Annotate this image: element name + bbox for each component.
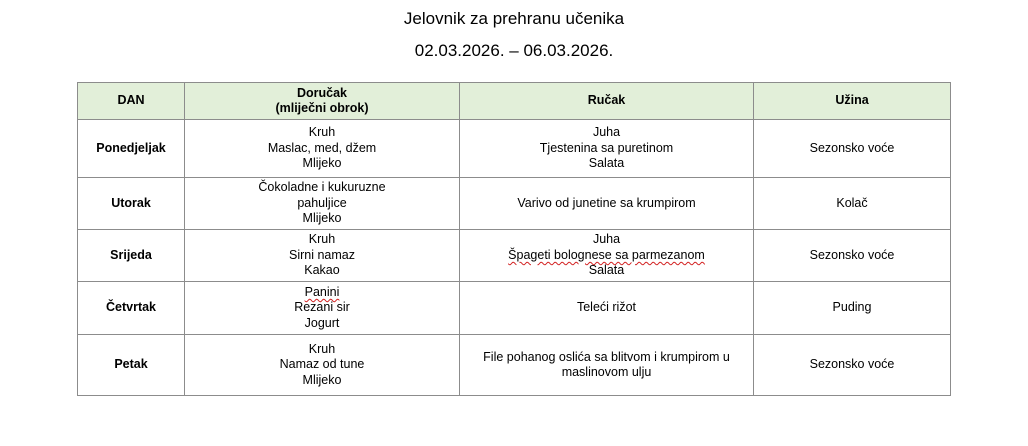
breakfast-item: pahuljice <box>297 195 347 210</box>
page-title: Jelovnik za prehranu učenika <box>403 9 625 28</box>
breakfast-item: Sirni namaz <box>289 247 355 262</box>
breakfast-item: Panini <box>304 284 340 299</box>
table-row <box>78 120 951 178</box>
lunch-item: maslinovom ulju <box>561 365 652 379</box>
breakfast-cell <box>185 230 460 282</box>
breakfast-item: Kruh <box>308 341 336 356</box>
lunch-item: File pohanog oslića sa blitvom i krumpirom u <box>483 349 730 364</box>
snack-cell: Sezonsko voće <box>754 120 951 178</box>
lunch-item: Varivo od junetine sa krumpirom <box>517 195 696 210</box>
lunch-cell <box>460 178 754 230</box>
header-row <box>78 83 951 120</box>
day-cell: Utorak <box>78 178 185 230</box>
breakfast-item: Namaz od tune <box>279 357 365 372</box>
breakfast-item: Čokoladne i kukuruzne <box>258 180 386 195</box>
day-cell: Četvrtak <box>78 282 185 335</box>
lunch-item: Teleći rižot <box>576 300 637 315</box>
lunch-item: Juha <box>592 232 621 247</box>
day-cell: Petak <box>78 335 185 396</box>
lunch-item: Špageti bolognese sa parmezanom <box>508 247 705 262</box>
breakfast-item: Mlijeko <box>302 372 342 387</box>
breakfast-cell <box>185 282 460 335</box>
lunch-cell <box>460 335 754 396</box>
breakfast-item: Maslac, med, džem <box>267 140 377 155</box>
day-cell: Ponedjeljak <box>78 120 185 178</box>
lunch-item: Tjestenina sa puretinom <box>539 140 674 155</box>
breakfast-item: Rezani sir <box>294 300 350 315</box>
column-header-day: DAN <box>78 83 185 120</box>
snack-cell: Sezonsko voće <box>754 335 951 396</box>
table-row <box>78 282 951 335</box>
breakfast-item: Kruh <box>308 125 336 140</box>
breakfast-item: Mlijeko <box>302 156 342 171</box>
table-row <box>78 178 951 230</box>
breakfast-item: Kakao <box>304 263 340 278</box>
snack-cell: Kolač <box>754 178 951 230</box>
breakfast-cell <box>185 335 460 396</box>
lunch-item: Salata <box>588 263 625 278</box>
column-header-breakfast: Doručak (mliječni obrok) <box>185 83 460 120</box>
snack-cell: Puding <box>754 282 951 335</box>
lunch-cell <box>460 230 754 282</box>
menu-table <box>77 82 951 396</box>
lunch-item: Juha <box>592 125 621 140</box>
day-cell: Srijeda <box>78 230 185 282</box>
table-row <box>78 230 951 282</box>
column-header-lunch: Ručak <box>460 83 754 120</box>
breakfast-item: Kruh <box>308 232 336 247</box>
table-row <box>78 335 951 396</box>
breakfast-cell <box>185 178 460 230</box>
snack-cell: Sezonsko voće <box>754 230 951 282</box>
lunch-cell <box>460 282 754 335</box>
breakfast-item: Mlijeko <box>302 211 342 226</box>
column-header-snack: Užina <box>754 83 951 120</box>
lunch-cell <box>460 120 754 178</box>
breakfast-item: Jogurt <box>304 315 340 330</box>
breakfast-cell <box>185 120 460 178</box>
date-range: 02.03.2026. – 06.03.2026. <box>414 41 614 60</box>
lunch-item: Salata <box>588 156 625 171</box>
